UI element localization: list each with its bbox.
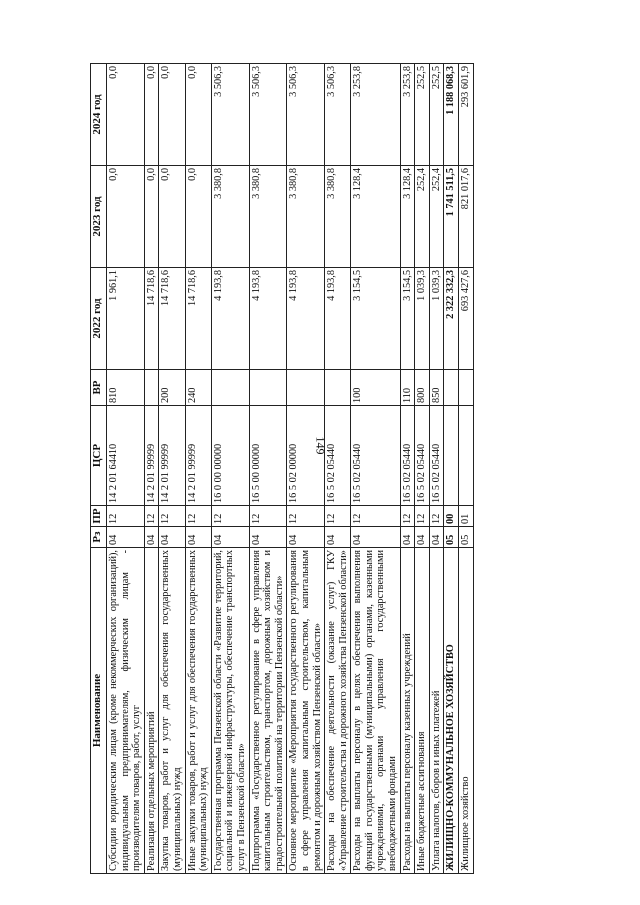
cell-pr: 12 bbox=[107, 506, 145, 527]
cell-vr: 810 bbox=[107, 370, 145, 406]
cell-rz: 04 bbox=[185, 527, 211, 548]
cell-vr bbox=[459, 370, 474, 406]
cell-vr: 850 bbox=[429, 370, 444, 406]
cell-pr: 01 bbox=[459, 506, 474, 527]
cell-vr bbox=[249, 370, 287, 406]
table-row bbox=[459, 64, 474, 874]
table-row bbox=[287, 64, 325, 874]
cell-csr: 16 5 02 05440 bbox=[400, 406, 415, 506]
table-row bbox=[185, 64, 211, 874]
header-csr: ЦСР bbox=[91, 406, 107, 506]
cell-2023: 3 128,4 bbox=[400, 166, 415, 268]
table-body bbox=[107, 64, 474, 874]
cell-rz: 04 bbox=[107, 527, 145, 548]
cell-pr: 12 bbox=[400, 506, 415, 527]
cell-vr bbox=[444, 370, 459, 406]
cell-2023: 0,0 bbox=[144, 166, 159, 268]
cell-pr: 12 bbox=[159, 506, 185, 527]
cell-vr: 200 bbox=[159, 370, 185, 406]
cell-2022: 4 193,8 bbox=[287, 268, 325, 370]
cell-pr: 12 bbox=[249, 506, 287, 527]
cell-csr: 16 5 02 05440 bbox=[429, 406, 444, 506]
cell-2023: 252,4 bbox=[429, 166, 444, 268]
cell-pr: 12 bbox=[415, 506, 430, 527]
cell-2022: 3 154,5 bbox=[400, 268, 415, 370]
table-row bbox=[400, 64, 415, 874]
cell-rz: 04 bbox=[429, 527, 444, 548]
cell-2022: 2 322 332,3 bbox=[444, 268, 459, 370]
table-row bbox=[249, 64, 287, 874]
header-row bbox=[91, 64, 107, 874]
cell-2022: 693 427,6 bbox=[459, 268, 474, 370]
cell-name: Расходы на обеспечение деятельности (оказание услуг) ГКУ «Управление строительства и дорожного хозяйства Пензенской области» bbox=[325, 548, 351, 874]
cell-csr: 16 5 02 05440 bbox=[325, 406, 351, 506]
cell-vr: 800 bbox=[415, 370, 430, 406]
cell-csr bbox=[444, 406, 459, 506]
cell-2023: 0,0 bbox=[107, 166, 145, 268]
cell-pr: 00 bbox=[444, 506, 459, 527]
cell-name: Государственная программа Пензенской области «Развитие территорий, социальной и инженерной инфраструктуры, обеспечение транспортных услуг в Пензенской области» bbox=[211, 548, 249, 874]
cell-rz: 04 bbox=[249, 527, 287, 548]
table-row bbox=[325, 64, 351, 874]
cell-name: Иные закупки товаров, работ и услуг для обеспечения государственных (муниципальных) нужд bbox=[185, 548, 211, 874]
table-row bbox=[144, 64, 159, 874]
header-pr: ПР bbox=[91, 506, 107, 527]
cell-2024: 3 253,8 bbox=[351, 64, 400, 166]
cell-2023: 0,0 bbox=[159, 166, 185, 268]
header-2024: 2024 год bbox=[91, 64, 107, 166]
cell-2022: 4 193,8 bbox=[325, 268, 351, 370]
table-row bbox=[107, 64, 145, 874]
cell-pr: 12 bbox=[287, 506, 325, 527]
cell-name: Подпрограмма «Государственное регулирование в сфере управления капитальным строительством, транспортом, дорожным хозяйством и градостроительной политикой на территории Пензенской области» bbox=[249, 548, 287, 874]
cell-name: Закупка товаров, работ и услуг для обеспечения государственных (муниципальных) нужд bbox=[159, 548, 185, 874]
cell-2022: 14 718,6 bbox=[159, 268, 185, 370]
table-row bbox=[415, 64, 430, 874]
cell-2024: 3 506,3 bbox=[287, 64, 325, 166]
cell-vr bbox=[325, 370, 351, 406]
cell-csr: 16 5 00 00000 bbox=[249, 406, 287, 506]
cell-name: Жилищное хозяйство bbox=[459, 548, 474, 874]
cell-name: Уплата налогов, сборов и иных платежей bbox=[429, 548, 444, 874]
cell-rz: 04 bbox=[400, 527, 415, 548]
cell-2024: 0,0 bbox=[185, 64, 211, 166]
budget-table bbox=[90, 63, 474, 874]
cell-vr: 110 bbox=[400, 370, 415, 406]
cell-pr: 12 bbox=[325, 506, 351, 527]
cell-csr: 14 2 01 99999 bbox=[159, 406, 185, 506]
cell-pr: 12 bbox=[351, 506, 400, 527]
cell-csr: 16 0 00 00000 bbox=[211, 406, 249, 506]
cell-csr: 16 5 02 05440 bbox=[415, 406, 430, 506]
cell-2022: 1 039,3 bbox=[429, 268, 444, 370]
header-2022: 2022 год bbox=[91, 268, 107, 370]
cell-2024: 0,0 bbox=[144, 64, 159, 166]
cell-name: Расходы на выплаты персоналу в целях обеспечения выполнения функций государственными (муниципальными) органами, казенными учреждениями, органами управления государственными внебюджетными фондами bbox=[351, 548, 400, 874]
table-row bbox=[159, 64, 185, 874]
table-row bbox=[351, 64, 400, 874]
cell-rz: 04 bbox=[415, 527, 430, 548]
cell-vr: 100 bbox=[351, 370, 400, 406]
cell-name: Иные бюджетные ассигнования bbox=[415, 548, 430, 874]
cell-rz: 04 bbox=[287, 527, 325, 548]
cell-2023: 3 380,8 bbox=[211, 166, 249, 268]
table-row bbox=[429, 64, 444, 874]
table-row bbox=[211, 64, 249, 874]
cell-csr: 14 2 01 99999 bbox=[185, 406, 211, 506]
header-name: Наименование bbox=[91, 548, 107, 874]
cell-rz: 05 bbox=[444, 527, 459, 548]
cell-2023: 821 017,6 bbox=[459, 166, 474, 268]
rotated-table-container bbox=[90, 64, 559, 874]
cell-vr bbox=[144, 370, 159, 406]
cell-2024: 1 188 068,3 bbox=[444, 64, 459, 166]
cell-vr bbox=[211, 370, 249, 406]
cell-rz: 04 bbox=[144, 527, 159, 548]
cell-2024: 0,0 bbox=[107, 64, 145, 166]
cell-2023: 3 128,4 bbox=[351, 166, 400, 268]
cell-2023: 1 741 511,5 bbox=[444, 166, 459, 268]
cell-2023: 3 380,8 bbox=[325, 166, 351, 268]
cell-pr: 12 bbox=[211, 506, 249, 527]
cell-csr: 14 2 01 64410 bbox=[107, 406, 145, 506]
cell-2022: 4 193,8 bbox=[249, 268, 287, 370]
cell-2023: 0,0 bbox=[185, 166, 211, 268]
cell-rz: 04 bbox=[159, 527, 185, 548]
cell-pr: 12 bbox=[429, 506, 444, 527]
header-vr: ВР bbox=[91, 370, 107, 406]
cell-name: Расходы на выплаты персоналу казенных учреждений bbox=[400, 548, 415, 874]
header-rz: Рз bbox=[91, 527, 107, 548]
cell-2024: 293 601,9 bbox=[459, 64, 474, 166]
cell-2022: 14 718,6 bbox=[144, 268, 159, 370]
cell-name: Основное мероприятие «Мероприятия государственного регулирования в сфере управления капитальным строительством, капитальным ремонтом и дорожным хозяйством Пензенской области» bbox=[287, 548, 325, 874]
cell-2024: 252,5 bbox=[415, 64, 430, 166]
cell-csr bbox=[459, 406, 474, 506]
cell-name: ЖИЛИЩНО-КОММУНАЛЬНОЕ ХОЗЯЙСТВО bbox=[444, 548, 459, 874]
cell-pr: 12 bbox=[185, 506, 211, 527]
cell-csr: 16 5 02 00000 bbox=[287, 406, 325, 506]
cell-2024: 3 506,3 bbox=[325, 64, 351, 166]
cell-2023: 3 380,8 bbox=[249, 166, 287, 268]
cell-rz: 04 bbox=[351, 527, 400, 548]
cell-2023: 3 380,8 bbox=[287, 166, 325, 268]
cell-2024: 3 506,3 bbox=[249, 64, 287, 166]
cell-2022: 4 193,8 bbox=[211, 268, 249, 370]
cell-pr: 12 bbox=[144, 506, 159, 527]
cell-2022: 14 718,6 bbox=[185, 268, 211, 370]
cell-csr: 14 2 01 99999 bbox=[144, 406, 159, 506]
cell-2022: 1 961,1 bbox=[107, 268, 145, 370]
cell-vr bbox=[287, 370, 325, 406]
cell-2024: 3 253,8 bbox=[400, 64, 415, 166]
cell-name: Реализация отдельных мероприятий bbox=[144, 548, 159, 874]
cell-2023: 252,4 bbox=[415, 166, 430, 268]
cell-2024: 252,5 bbox=[429, 64, 444, 166]
cell-rz: 04 bbox=[211, 527, 249, 548]
cell-2022: 1 039,3 bbox=[415, 268, 430, 370]
cell-rz: 05 bbox=[459, 527, 474, 548]
table-row bbox=[444, 64, 459, 874]
header-2023: 2023 год bbox=[91, 166, 107, 268]
cell-rz: 04 bbox=[325, 527, 351, 548]
cell-csr: 16 5 02 05440 bbox=[351, 406, 400, 506]
cell-2024: 3 506,3 bbox=[211, 64, 249, 166]
cell-2022: 3 154,5 bbox=[351, 268, 400, 370]
page-number: 149 bbox=[313, 436, 328, 455]
cell-2024: 0,0 bbox=[159, 64, 185, 166]
cell-name: Субсидии юридическим лицам (кроме некоммерческих организаций), индивидуальным предпринимателям, физическим лицам - производителям товаров, работ, услуг bbox=[107, 548, 145, 874]
cell-vr: 240 bbox=[185, 370, 211, 406]
